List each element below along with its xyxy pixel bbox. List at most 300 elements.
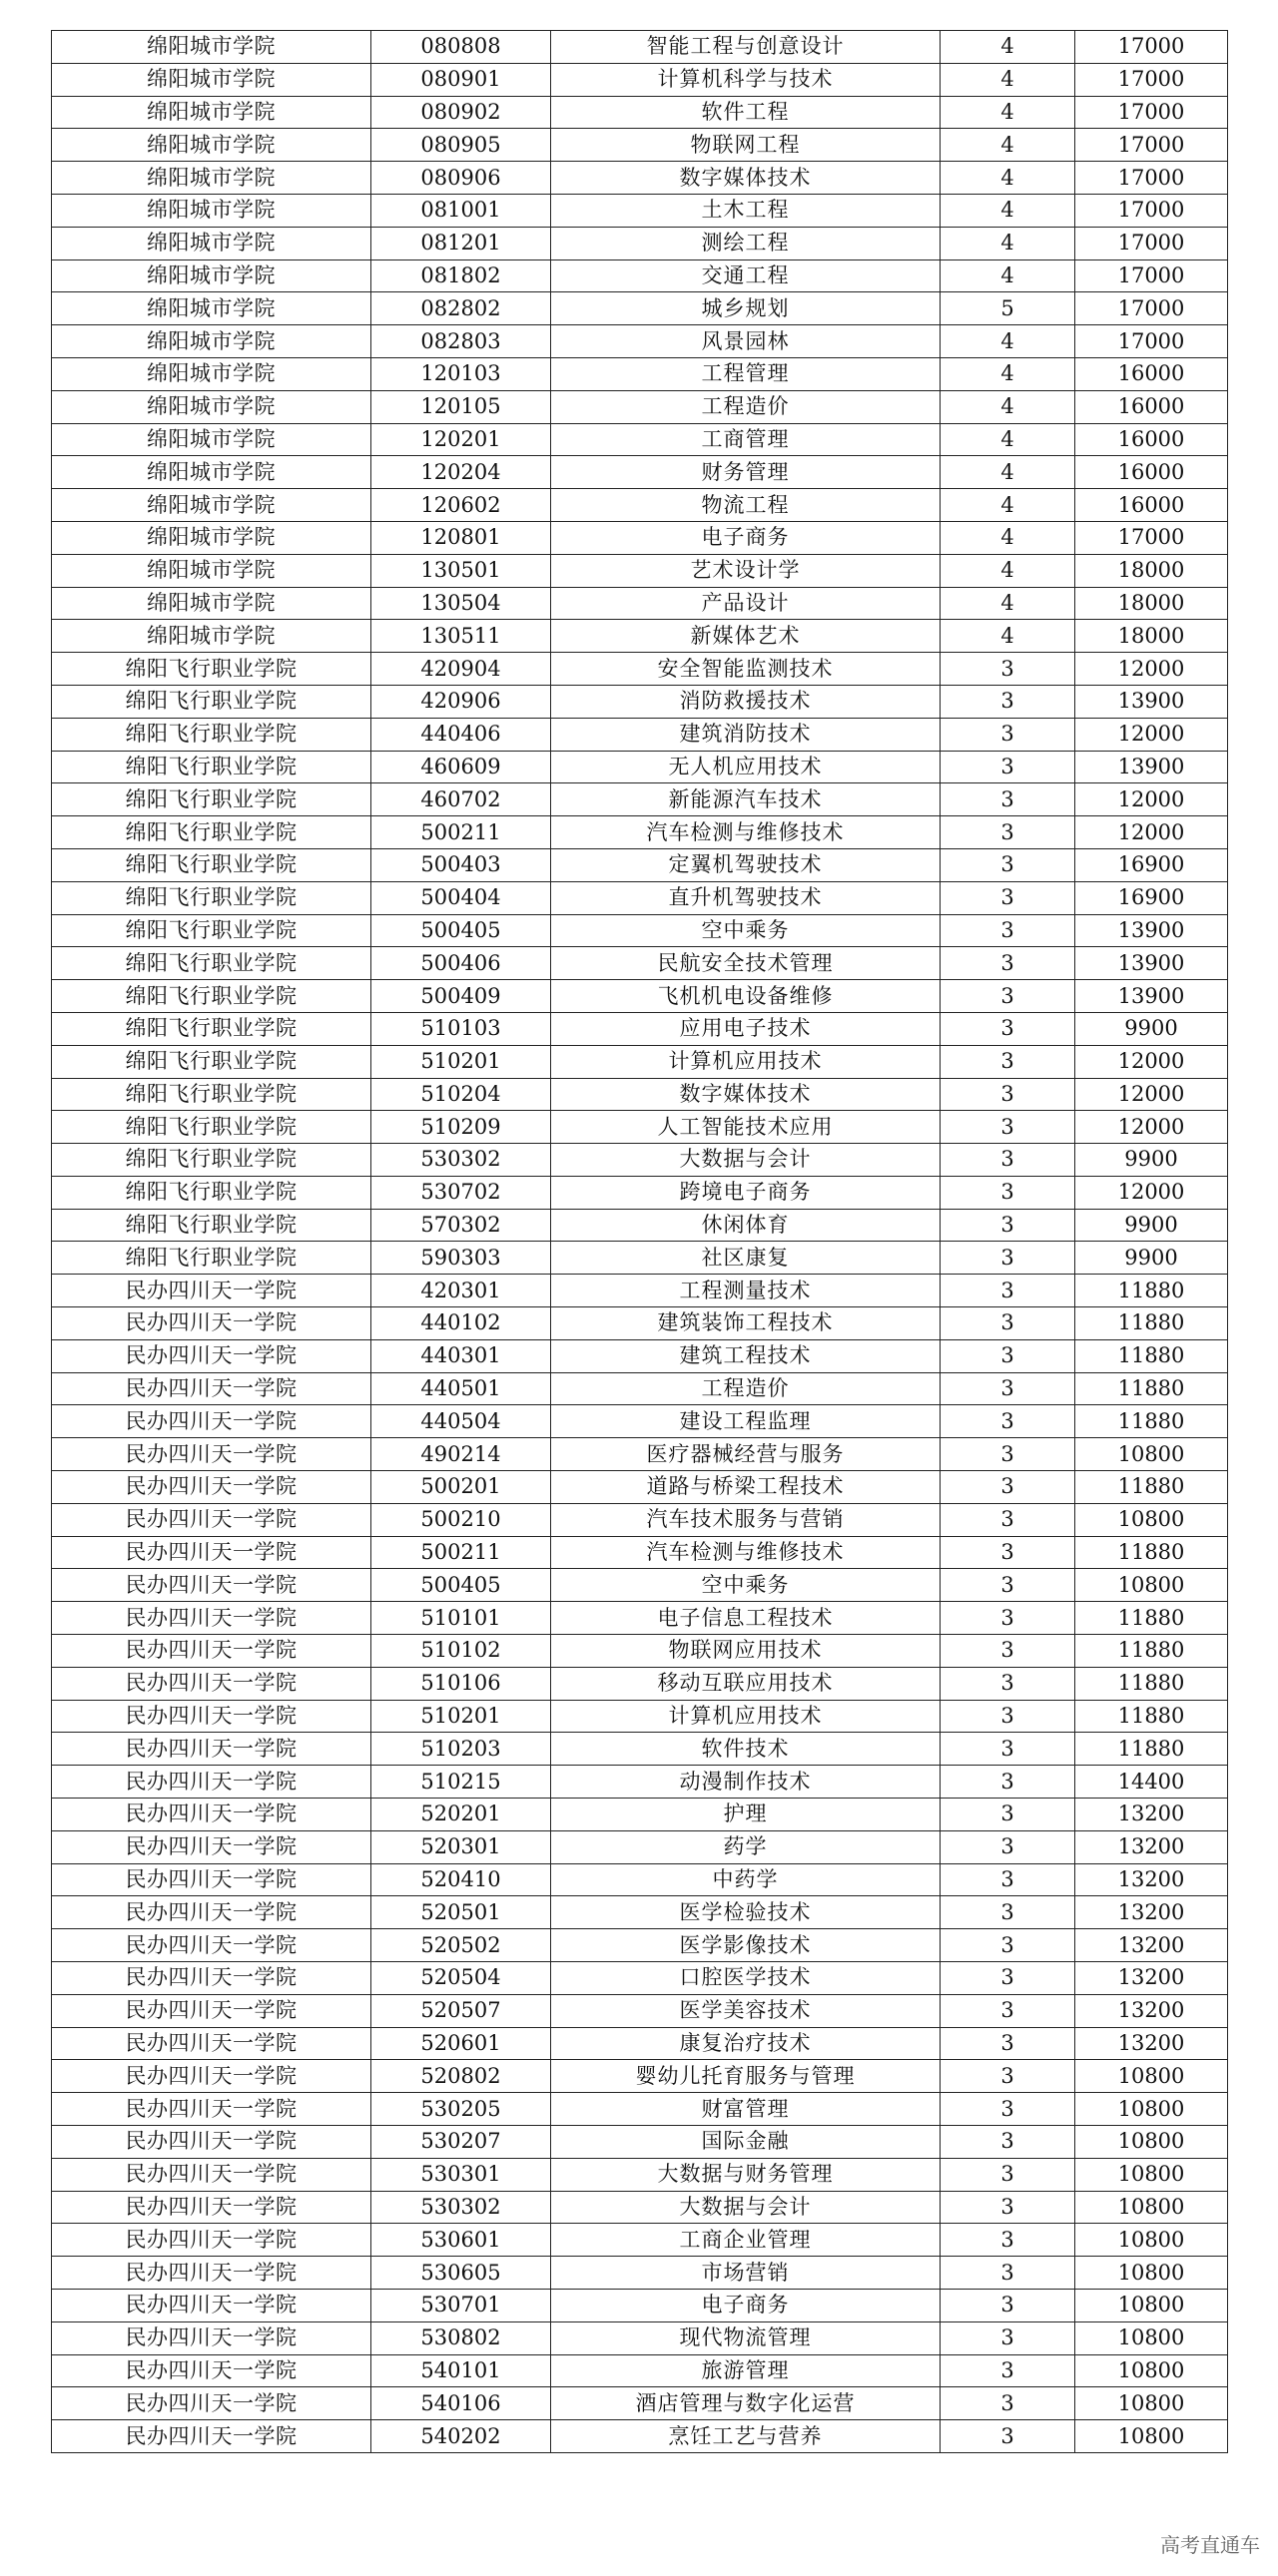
major-cell: 建筑装饰工程技术 xyxy=(551,1307,941,1340)
major-cell: 道路与桥梁工程技术 xyxy=(551,1471,941,1504)
code-cell: 520301 xyxy=(371,1830,551,1863)
table-row xyxy=(52,1929,1228,1962)
years-cell: 4 xyxy=(941,194,1075,227)
tuition-cell: 12000 xyxy=(1075,653,1228,686)
tuition-cell: 17000 xyxy=(1075,259,1228,292)
tuition-cell: 10800 xyxy=(1075,2060,1228,2093)
major-cell: 财富管理 xyxy=(551,2093,941,2126)
major-cell: 消防救援技术 xyxy=(551,685,941,718)
major-cell: 烹饪工艺与营养 xyxy=(551,2420,941,2453)
table-row xyxy=(52,2093,1228,2126)
major-cell: 产品设计 xyxy=(551,587,941,620)
years-cell: 3 xyxy=(941,685,1075,718)
years-cell: 4 xyxy=(941,227,1075,259)
tuition-cell: 18000 xyxy=(1075,587,1228,620)
major-cell: 药学 xyxy=(551,1830,941,1863)
years-cell: 3 xyxy=(941,1503,1075,1536)
code-cell: 420904 xyxy=(371,653,551,686)
table-row xyxy=(52,1830,1228,1863)
tuition-cell: 16000 xyxy=(1075,489,1228,522)
tuition-cell: 17000 xyxy=(1075,325,1228,358)
tuition-cell: 17000 xyxy=(1075,292,1228,325)
school-cell: 绵阳飞行职业学院 xyxy=(52,653,371,686)
tuition-cell: 10800 xyxy=(1075,2387,1228,2420)
major-cell: 婴幼儿托育服务与管理 xyxy=(551,2060,941,2093)
school-cell: 民办四川天一学院 xyxy=(52,1635,371,1668)
major-cell: 医学检验技术 xyxy=(551,1896,941,1929)
tuition-cell: 13200 xyxy=(1075,1863,1228,1896)
code-cell: 570302 xyxy=(371,1209,551,1242)
years-cell: 4 xyxy=(941,162,1075,195)
major-cell: 移动互联应用技术 xyxy=(551,1667,941,1700)
years-cell: 3 xyxy=(941,2420,1075,2453)
years-cell: 3 xyxy=(941,1405,1075,1438)
table-row xyxy=(52,292,1228,325)
school-cell: 民办四川天一学院 xyxy=(52,2027,371,2060)
table-row xyxy=(52,685,1228,718)
years-cell: 3 xyxy=(941,1569,1075,1602)
code-cell: 530301 xyxy=(371,2158,551,2191)
tuition-cell: 13900 xyxy=(1075,751,1228,783)
code-cell: 500211 xyxy=(371,816,551,849)
years-cell: 4 xyxy=(941,129,1075,162)
code-cell: 500403 xyxy=(371,848,551,881)
code-cell: 440504 xyxy=(371,1405,551,1438)
school-cell: 民办四川天一学院 xyxy=(52,2126,371,2159)
tuition-cell: 9900 xyxy=(1075,1242,1228,1275)
code-cell: 080902 xyxy=(371,96,551,129)
major-cell: 旅游管理 xyxy=(551,2354,941,2387)
years-cell: 3 xyxy=(941,2224,1075,2257)
school-cell: 绵阳城市学院 xyxy=(52,456,371,489)
tuition-cell: 12000 xyxy=(1075,1176,1228,1209)
school-cell: 民办四川天一学院 xyxy=(52,2224,371,2257)
code-cell: 500409 xyxy=(371,980,551,1013)
major-cell: 物流工程 xyxy=(551,489,941,522)
school-cell: 绵阳城市学院 xyxy=(52,63,371,96)
years-cell: 3 xyxy=(941,1307,1075,1340)
major-cell: 工程造价 xyxy=(551,1372,941,1405)
table-row xyxy=(52,1503,1228,1536)
school-cell: 绵阳飞行职业学院 xyxy=(52,816,371,849)
major-cell: 测绘工程 xyxy=(551,227,941,259)
years-cell: 4 xyxy=(941,96,1075,129)
tuition-cell: 10800 xyxy=(1075,1503,1228,1536)
tuition-cell: 10800 xyxy=(1075,2224,1228,2257)
tuition-cell: 12000 xyxy=(1075,1078,1228,1111)
major-cell: 医疗器械经营与服务 xyxy=(551,1438,941,1471)
table-row xyxy=(52,456,1228,489)
school-cell: 民办四川天一学院 xyxy=(52,1339,371,1372)
tuition-cell: 16900 xyxy=(1075,848,1228,881)
table-row xyxy=(52,1799,1228,1831)
code-cell: 530302 xyxy=(371,1144,551,1177)
major-cell: 计算机应用技术 xyxy=(551,1700,941,1733)
table-row xyxy=(52,129,1228,162)
tuition-cell: 12000 xyxy=(1075,1111,1228,1144)
table-row xyxy=(52,162,1228,195)
table-row xyxy=(52,2387,1228,2420)
tuition-cell: 10800 xyxy=(1075,2093,1228,2126)
school-cell: 绵阳城市学院 xyxy=(52,96,371,129)
tuition-cell: 10800 xyxy=(1075,1438,1228,1471)
code-cell: 520502 xyxy=(371,1929,551,1962)
table-row xyxy=(52,96,1228,129)
code-cell: 510103 xyxy=(371,1012,551,1045)
years-cell: 3 xyxy=(941,881,1075,914)
years-cell: 3 xyxy=(941,1667,1075,1700)
major-cell: 人工智能技术应用 xyxy=(551,1111,941,1144)
tuition-cell: 11880 xyxy=(1075,1339,1228,1372)
major-cell: 社区康复 xyxy=(551,1242,941,1275)
code-cell: 520507 xyxy=(371,1994,551,2027)
years-cell: 3 xyxy=(941,2060,1075,2093)
code-cell: 510204 xyxy=(371,1078,551,1111)
tuition-cell: 13200 xyxy=(1075,1962,1228,1995)
table-row xyxy=(52,1536,1228,1569)
major-cell: 工商企业管理 xyxy=(551,2224,941,2257)
major-cell: 物联网工程 xyxy=(551,129,941,162)
years-cell: 3 xyxy=(941,1799,1075,1831)
years-cell: 4 xyxy=(941,259,1075,292)
table-row xyxy=(52,1045,1228,1078)
years-cell: 3 xyxy=(941,653,1075,686)
code-cell: 440501 xyxy=(371,1372,551,1405)
code-cell: 080905 xyxy=(371,129,551,162)
school-cell: 民办四川天一学院 xyxy=(52,2257,371,2290)
major-cell: 数字媒体技术 xyxy=(551,1078,941,1111)
school-cell: 绵阳城市学院 xyxy=(52,259,371,292)
major-cell: 现代物流管理 xyxy=(551,2321,941,2354)
code-cell: 590303 xyxy=(371,1242,551,1275)
tuition-cell: 13200 xyxy=(1075,1929,1228,1962)
major-cell: 医学影像技术 xyxy=(551,1929,941,1962)
code-cell: 500404 xyxy=(371,881,551,914)
table-row xyxy=(52,1863,1228,1896)
tuition-cell: 10800 xyxy=(1075,2321,1228,2354)
school-cell: 绵阳飞行职业学院 xyxy=(52,980,371,1013)
major-cell: 国际金融 xyxy=(551,2126,941,2159)
tuition-cell: 13200 xyxy=(1075,1896,1228,1929)
years-cell: 3 xyxy=(941,2191,1075,2224)
code-cell: 081201 xyxy=(371,227,551,259)
table-row xyxy=(52,63,1228,96)
tuition-cell: 11880 xyxy=(1075,1602,1228,1635)
school-cell: 民办四川天一学院 xyxy=(52,1863,371,1896)
tuition-cell: 10800 xyxy=(1075,2289,1228,2321)
table-row xyxy=(52,914,1228,947)
tuition-cell: 13200 xyxy=(1075,1830,1228,1863)
major-cell: 直升机驾驶技术 xyxy=(551,881,941,914)
major-cell: 风景园林 xyxy=(551,325,941,358)
school-cell: 绵阳城市学院 xyxy=(52,554,371,587)
table-row xyxy=(52,1372,1228,1405)
code-cell: 510201 xyxy=(371,1700,551,1733)
tuition-cell: 10800 xyxy=(1075,2354,1228,2387)
table-row xyxy=(52,751,1228,783)
tuition-cell: 11880 xyxy=(1075,1275,1228,1307)
school-cell: 民办四川天一学院 xyxy=(52,1503,371,1536)
school-cell: 民办四川天一学院 xyxy=(52,1766,371,1799)
tuition-cell: 17000 xyxy=(1075,194,1228,227)
years-cell: 4 xyxy=(941,489,1075,522)
tuition-cell: 11880 xyxy=(1075,1536,1228,1569)
table-row xyxy=(52,1667,1228,1700)
major-cell: 新媒体艺术 xyxy=(551,620,941,653)
table-row xyxy=(52,980,1228,1013)
years-cell: 3 xyxy=(941,1012,1075,1045)
tuition-cell: 13200 xyxy=(1075,2027,1228,2060)
major-cell: 定翼机驾驶技术 xyxy=(551,848,941,881)
table-row xyxy=(52,848,1228,881)
major-cell: 建筑消防技术 xyxy=(551,718,941,751)
school-cell: 绵阳城市学院 xyxy=(52,194,371,227)
table-row xyxy=(52,357,1228,390)
years-cell: 3 xyxy=(941,980,1075,1013)
major-cell: 工程造价 xyxy=(551,390,941,423)
code-cell: 520501 xyxy=(371,1896,551,1929)
code-cell: 130511 xyxy=(371,620,551,653)
table-row xyxy=(52,1994,1228,2027)
table-row xyxy=(52,620,1228,653)
years-cell: 3 xyxy=(941,1896,1075,1929)
school-cell: 民办四川天一学院 xyxy=(52,2093,371,2126)
table-row xyxy=(52,2027,1228,2060)
major-cell: 中药学 xyxy=(551,1863,941,1896)
code-cell: 510203 xyxy=(371,1733,551,1766)
tuition-cell: 11880 xyxy=(1075,1471,1228,1504)
major-cell: 智能工程与创意设计 xyxy=(551,31,941,64)
school-cell: 民办四川天一学院 xyxy=(52,1372,371,1405)
code-cell: 540202 xyxy=(371,2420,551,2453)
code-cell: 510209 xyxy=(371,1111,551,1144)
code-cell: 500210 xyxy=(371,1503,551,1536)
years-cell: 3 xyxy=(941,783,1075,816)
tuition-cell: 16000 xyxy=(1075,423,1228,456)
code-cell: 500405 xyxy=(371,1569,551,1602)
school-cell: 绵阳飞行职业学院 xyxy=(52,914,371,947)
major-cell: 大数据与财务管理 xyxy=(551,2158,941,2191)
tuition-cell: 12000 xyxy=(1075,783,1228,816)
tuition-cell: 17000 xyxy=(1075,227,1228,259)
major-cell: 财务管理 xyxy=(551,456,941,489)
table-row xyxy=(52,2224,1228,2257)
major-cell: 工程管理 xyxy=(551,357,941,390)
tuition-cell: 11880 xyxy=(1075,1635,1228,1668)
years-cell: 3 xyxy=(941,1962,1075,1995)
years-cell: 3 xyxy=(941,2093,1075,2126)
table-row xyxy=(52,783,1228,816)
tuition-cell: 11880 xyxy=(1075,1733,1228,1766)
school-cell: 民办四川天一学院 xyxy=(52,1602,371,1635)
school-cell: 民办四川天一学院 xyxy=(52,1700,371,1733)
school-cell: 民办四川天一学院 xyxy=(52,2158,371,2191)
tuition-cell: 18000 xyxy=(1075,620,1228,653)
major-cell: 城乡规划 xyxy=(551,292,941,325)
school-cell: 民办四川天一学院 xyxy=(52,2321,371,2354)
years-cell: 3 xyxy=(941,848,1075,881)
major-cell: 软件工程 xyxy=(551,96,941,129)
major-cell: 休闲体育 xyxy=(551,1209,941,1242)
years-cell: 4 xyxy=(941,63,1075,96)
tuition-cell: 11880 xyxy=(1075,1307,1228,1340)
years-cell: 4 xyxy=(941,554,1075,587)
school-cell: 民办四川天一学院 xyxy=(52,2191,371,2224)
major-cell: 建筑工程技术 xyxy=(551,1339,941,1372)
years-cell: 3 xyxy=(941,2027,1075,2060)
tuition-cell: 16000 xyxy=(1075,390,1228,423)
code-cell: 530302 xyxy=(371,2191,551,2224)
major-cell: 软件技术 xyxy=(551,1733,941,1766)
years-cell: 3 xyxy=(941,2354,1075,2387)
table-row xyxy=(52,2289,1228,2321)
code-cell: 080901 xyxy=(371,63,551,96)
school-cell: 民办四川天一学院 xyxy=(52,1536,371,1569)
school-cell: 绵阳城市学院 xyxy=(52,227,371,259)
code-cell: 520410 xyxy=(371,1863,551,1896)
tuition-cell: 17000 xyxy=(1075,96,1228,129)
tuition-cell: 12000 xyxy=(1075,718,1228,751)
tuition-cell: 17000 xyxy=(1075,63,1228,96)
code-cell: 080906 xyxy=(371,162,551,195)
major-cell: 电子商务 xyxy=(551,2289,941,2321)
code-cell: 530605 xyxy=(371,2257,551,2290)
table-row xyxy=(52,1209,1228,1242)
table-row xyxy=(52,1896,1228,1929)
school-cell: 绵阳飞行职业学院 xyxy=(52,1012,371,1045)
table-row xyxy=(52,1962,1228,1995)
major-cell: 无人机应用技术 xyxy=(551,751,941,783)
tuition-cell: 12000 xyxy=(1075,1045,1228,1078)
table-row xyxy=(52,1700,1228,1733)
years-cell: 5 xyxy=(941,292,1075,325)
table-row xyxy=(52,1275,1228,1307)
table-row xyxy=(52,816,1228,849)
school-cell: 民办四川天一学院 xyxy=(52,1733,371,1766)
tuition-cell: 13900 xyxy=(1075,914,1228,947)
years-cell: 4 xyxy=(941,587,1075,620)
tuition-cell: 10800 xyxy=(1075,1569,1228,1602)
major-cell: 大数据与会计 xyxy=(551,2191,941,2224)
code-cell: 440406 xyxy=(371,718,551,751)
code-cell: 081001 xyxy=(371,194,551,227)
school-cell: 民办四川天一学院 xyxy=(52,2354,371,2387)
table-row xyxy=(52,1569,1228,1602)
code-cell: 120201 xyxy=(371,423,551,456)
school-cell: 民办四川天一学院 xyxy=(52,2289,371,2321)
tuition-cell: 14400 xyxy=(1075,1766,1228,1799)
school-cell: 绵阳飞行职业学院 xyxy=(52,1045,371,1078)
years-cell: 3 xyxy=(941,1766,1075,1799)
table-row xyxy=(52,1602,1228,1635)
code-cell: 420301 xyxy=(371,1275,551,1307)
school-cell: 民办四川天一学院 xyxy=(52,1405,371,1438)
years-cell: 4 xyxy=(941,390,1075,423)
years-cell: 3 xyxy=(941,947,1075,980)
code-cell: 440102 xyxy=(371,1307,551,1340)
tuition-cell: 11880 xyxy=(1075,1700,1228,1733)
school-cell: 民办四川天一学院 xyxy=(52,1471,371,1504)
table-row xyxy=(52,554,1228,587)
years-cell: 4 xyxy=(941,325,1075,358)
years-cell: 3 xyxy=(941,1111,1075,1144)
school-cell: 民办四川天一学院 xyxy=(52,2060,371,2093)
major-cell: 护理 xyxy=(551,1799,941,1831)
code-cell: 120103 xyxy=(371,357,551,390)
code-cell: 530601 xyxy=(371,2224,551,2257)
school-cell: 民办四川天一学院 xyxy=(52,1962,371,1995)
major-cell: 汽车检测与维修技术 xyxy=(551,1536,941,1569)
school-cell: 绵阳城市学院 xyxy=(52,129,371,162)
code-cell: 500211 xyxy=(371,1536,551,1569)
tuition-cell: 11880 xyxy=(1075,1405,1228,1438)
table-row xyxy=(52,1471,1228,1504)
years-cell: 3 xyxy=(941,816,1075,849)
major-cell: 安全智能监测技术 xyxy=(551,653,941,686)
major-cell: 酒店管理与数字化运营 xyxy=(551,2387,941,2420)
years-cell: 4 xyxy=(941,31,1075,64)
table-row xyxy=(52,2158,1228,2191)
school-cell: 绵阳城市学院 xyxy=(52,357,371,390)
major-cell: 动漫制作技术 xyxy=(551,1766,941,1799)
years-cell: 3 xyxy=(941,1045,1075,1078)
tuition-cell: 13900 xyxy=(1075,685,1228,718)
school-cell: 绵阳飞行职业学院 xyxy=(52,783,371,816)
code-cell: 120204 xyxy=(371,456,551,489)
tuition-cell: 18000 xyxy=(1075,554,1228,587)
years-cell: 3 xyxy=(941,1994,1075,2027)
major-cell: 电子商务 xyxy=(551,521,941,554)
table-row xyxy=(52,2257,1228,2290)
table-row xyxy=(52,2321,1228,2354)
major-cell: 医学美容技术 xyxy=(551,1994,941,2027)
tuition-cell: 9900 xyxy=(1075,1012,1228,1045)
school-cell: 绵阳飞行职业学院 xyxy=(52,1078,371,1111)
table-row xyxy=(52,947,1228,980)
code-cell: 530205 xyxy=(371,2093,551,2126)
code-cell: 460702 xyxy=(371,783,551,816)
table-row xyxy=(52,390,1228,423)
years-cell: 4 xyxy=(941,423,1075,456)
years-cell: 3 xyxy=(941,1929,1075,1962)
tuition-table xyxy=(51,30,1228,2453)
school-cell: 绵阳飞行职业学院 xyxy=(52,751,371,783)
table-row xyxy=(52,1111,1228,1144)
years-cell: 3 xyxy=(941,1438,1075,1471)
tuition-cell: 10800 xyxy=(1075,2126,1228,2159)
table-row xyxy=(52,2420,1228,2453)
major-cell: 计算机应用技术 xyxy=(551,1045,941,1078)
major-cell: 口腔医学技术 xyxy=(551,1962,941,1995)
school-cell: 绵阳飞行职业学院 xyxy=(52,1144,371,1177)
school-cell: 绵阳飞行职业学院 xyxy=(52,1111,371,1144)
tuition-cell: 13200 xyxy=(1075,1799,1228,1831)
code-cell: 420906 xyxy=(371,685,551,718)
table-row xyxy=(52,881,1228,914)
watermark: 高考直通车 xyxy=(1160,2533,1260,2557)
years-cell: 3 xyxy=(941,1733,1075,1766)
tuition-cell: 12000 xyxy=(1075,816,1228,849)
school-cell: 绵阳飞行职业学院 xyxy=(52,718,371,751)
school-cell: 绵阳城市学院 xyxy=(52,521,371,554)
tuition-cell: 16000 xyxy=(1075,456,1228,489)
table-row xyxy=(52,1405,1228,1438)
years-cell: 3 xyxy=(941,1209,1075,1242)
major-cell: 汽车技术服务与营销 xyxy=(551,1503,941,1536)
tuition-cell: 16000 xyxy=(1075,357,1228,390)
table-row xyxy=(52,489,1228,522)
school-cell: 民办四川天一学院 xyxy=(52,1275,371,1307)
